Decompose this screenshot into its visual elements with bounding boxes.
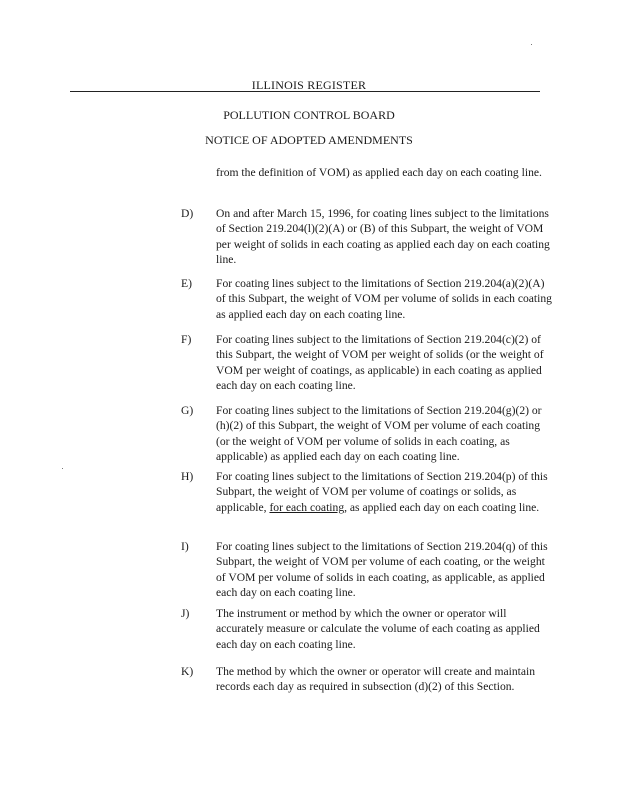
item-text: For coating lines subject to the limitations of Section 219.204(g)(2) or (h)(2) of this Subpart, the weight of VOM per volume of each coating (or the weight of VOM per volume of solids in each coating, as applicable) as applied each day on each coating line. <box>216 404 542 463</box>
inserted-text: for each coating, <box>269 500 348 514</box>
register-title: ILLINOIS REGISTER <box>251 78 367 92</box>
item-letter: E) <box>181 277 192 290</box>
scan-speck <box>531 44 532 45</box>
item-text-part: For coating lines subject to the limitations of Section 219.204(p) of this Subpart, the weight of VOM per volume of coatings or solids, as applicable, <box>216 470 548 514</box>
notice-title: NOTICE OF ADOPTED AMENDMENTS <box>205 133 413 147</box>
item-letter: J) <box>181 607 190 620</box>
header-rule <box>70 91 540 92</box>
item-text: For coating lines subject to the limitations of Section 219.204(a)(2)(A) of this Subpart, the weight of VOM per volume of solids in each coating as applied each day on each coating line. <box>216 277 552 321</box>
item-letter: K) <box>181 665 194 678</box>
item-text <box>216 469 556 515</box>
item-text: For coating lines subject to the limitations of Section 219.204(c)(2) of this Subpart, the weight of VOM per weight of solids (or the weight of VOM per weight of coatings, as applicable) in each coating as applied each day on each coating line. <box>216 333 544 392</box>
item-letter: I) <box>181 540 189 553</box>
board-title: POLLUTION CONTROL BOARD <box>223 108 395 122</box>
item-text: The instrument or method by which the owner or operator will accurately measure or calculate the volume of each coating as applied each day on each coating line. <box>216 607 540 651</box>
item-text: On and after March 15, 1996, for coating lines subject to the limitations of Section 219.204(l)(2)(A) or (B) of this Subpart, the weight of VOM per weight of solids in each coating as applied each day on each coating line. <box>216 207 550 266</box>
item-text: The method by which the owner or operator will create and maintain records each day as required in subsection (d)(2) of this Section. <box>216 665 536 694</box>
item-letter: G) <box>181 404 194 417</box>
item-text-part: as applied each day on each coating line. <box>347 500 540 514</box>
scan-speck <box>62 468 63 469</box>
continuation-paragraph: from the definition of VOM) as applied each day on each coating line. <box>216 166 542 179</box>
item-letter: F) <box>181 333 192 346</box>
item-text: For coating lines subject to the limitations of Section 219.204(q) of this Subpart, the weight of VOM per volume of each coating, or the weight of VOM per volume of solids in each coating, as applicable, as applied each day on each coating line. <box>216 540 548 599</box>
item-letter: D) <box>181 207 194 220</box>
item-letter: H) <box>181 470 194 483</box>
